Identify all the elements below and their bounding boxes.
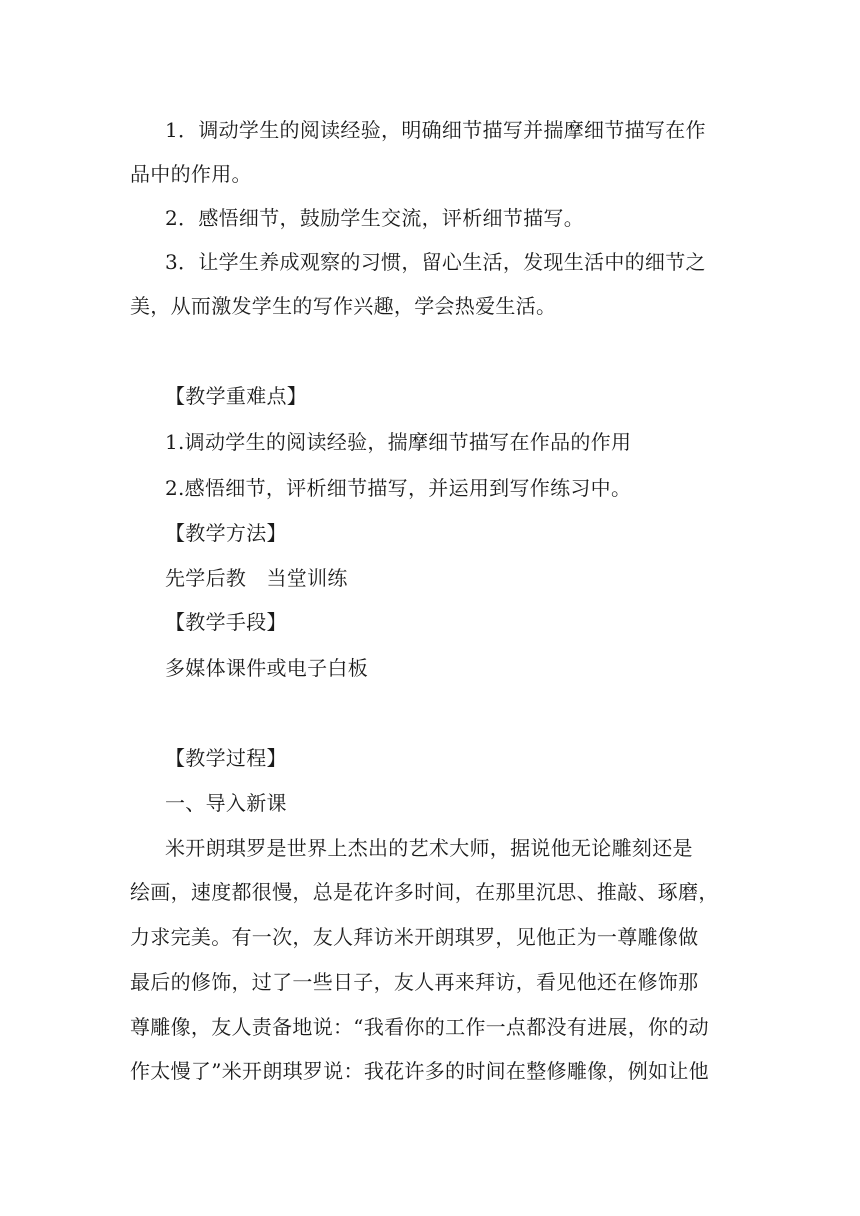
key-points-heading: 【教学重难点】 bbox=[165, 384, 308, 408]
objective-3-line-2: 美，从而激发学生的写作兴趣，学会热爱生活。 bbox=[130, 294, 557, 318]
objective-3-line-1: 3．让学生养成观察的习惯，留心生活，发现生活中的细节之 bbox=[165, 250, 706, 274]
paragraph-line-5: 尊雕像，友人责备地说：“我看你的工作一点都没有进展，你的动 bbox=[130, 1015, 709, 1039]
means-text: 多媒体课件或电子白板 bbox=[165, 656, 368, 680]
section-title-intro: 一、导入新课 bbox=[165, 791, 287, 815]
paragraph-line-2: 绘画，速度都很慢，总是花许多时间，在那里沉思、推敲、琢磨， bbox=[130, 880, 719, 904]
objective-2: 2．感悟细节，鼓励学生交流，评析细节描写。 bbox=[165, 206, 585, 230]
methods-heading: 【教学方法】 bbox=[165, 521, 287, 545]
means-heading: 【教学手段】 bbox=[165, 610, 287, 634]
objective-1-line-2: 品中的作用。 bbox=[130, 162, 252, 186]
process-heading: 【教学过程】 bbox=[165, 746, 287, 770]
objective-1-line-1: 1．调动学生的阅读经验，明确细节描写并揣摩细节描写在作 bbox=[165, 118, 706, 142]
paragraph-line-1: 米开朗琪罗是世界上杰出的艺术大师，据说他无论雕刻还是 bbox=[165, 836, 693, 860]
key-point-2: 2.感悟细节，评析细节描写，并运用到写作练习中。 bbox=[165, 476, 632, 500]
paragraph-line-6: 作太慢了”米开朗琪罗说：我花许多的时间在整修雕像，例如让他 bbox=[130, 1059, 709, 1083]
paragraph-line-3: 力求完美。有一次，友人拜访米开朗琪罗，见他正为一尊雕像做 bbox=[130, 925, 699, 949]
paragraph-line-4: 最后的修饰，过了一些日子，友人再来拜访，看见他还在修饰那 bbox=[130, 970, 699, 994]
methods-text: 先学后教 当堂训练 bbox=[165, 566, 348, 590]
key-point-1: 1.调动学生的阅读经验，揣摩细节描写在作品的作用 bbox=[165, 430, 632, 454]
